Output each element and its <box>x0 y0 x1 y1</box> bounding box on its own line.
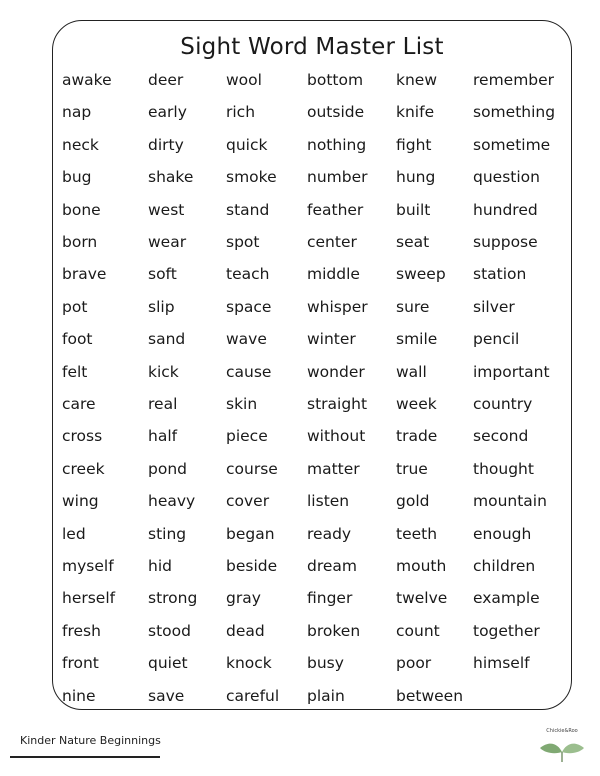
sight-word: beside <box>226 557 278 575</box>
sight-word: early <box>148 103 187 122</box>
sight-word: ready <box>307 524 352 543</box>
sight-word: sand <box>148 330 186 349</box>
sight-word: between <box>396 686 464 705</box>
footer-underline <box>10 756 160 758</box>
sight-word: dirty <box>148 135 184 154</box>
sight-word: straight <box>307 395 368 413</box>
sight-word: sometime <box>473 135 551 154</box>
sight-word: number <box>307 168 368 187</box>
sight-word: finger <box>307 589 353 608</box>
sight-word: seat <box>396 233 430 251</box>
logo-text: Chickie&Roo <box>546 728 578 734</box>
sight-word: led <box>62 524 86 543</box>
sight-word: slip <box>148 297 175 316</box>
sight-word: cross <box>62 427 103 446</box>
sight-word: save <box>148 686 185 705</box>
sight-word: matter <box>307 459 360 478</box>
sight-word: strong <box>148 589 198 608</box>
sight-word: stand <box>226 200 270 219</box>
sight-word: wool <box>226 71 262 89</box>
sight-word: busy <box>307 654 344 673</box>
sight-word: wave <box>226 330 267 349</box>
sight-word: west <box>148 200 185 219</box>
sight-word: felt <box>62 362 88 381</box>
sight-word: cover <box>226 492 270 511</box>
sight-word: pot <box>62 297 88 316</box>
sight-word: remember <box>473 71 555 89</box>
sight-word: example <box>473 589 540 608</box>
sight-word: himself <box>473 654 530 673</box>
sight-word: awake <box>62 71 112 89</box>
sight-word: heavy <box>148 492 196 511</box>
sight-word: smoke <box>226 168 277 187</box>
sight-word: skin <box>226 395 258 413</box>
sight-word: fight <box>396 135 432 154</box>
sight-word: course <box>226 459 278 478</box>
sight-word: pond <box>148 459 187 478</box>
sight-word: silver <box>473 297 515 316</box>
sight-word: poor <box>396 654 432 673</box>
sight-word: real <box>148 395 178 413</box>
sight-word: piece <box>226 427 268 446</box>
sight-word: nap <box>62 103 92 122</box>
sight-word: gray <box>226 589 261 608</box>
sight-word: sweep <box>396 265 446 284</box>
sight-word: quiet <box>148 654 188 673</box>
page-title: Sight Word Master List <box>180 34 444 60</box>
sight-word: cause <box>226 362 272 381</box>
sight-word: true <box>396 459 428 478</box>
sight-word: kick <box>148 362 179 381</box>
sight-word: brave <box>62 265 107 284</box>
sight-word: important <box>473 362 550 381</box>
sight-word: mountain <box>473 492 547 511</box>
sight-word: care <box>62 395 96 413</box>
sight-word: fresh <box>62 621 101 640</box>
sight-word: plain <box>307 686 345 705</box>
sight-word: born <box>62 233 98 251</box>
sight-word: hid <box>148 557 172 575</box>
sight-word: half <box>148 427 178 446</box>
sight-word: knock <box>226 654 272 673</box>
sight-word: children <box>473 557 536 575</box>
sight-word: wall <box>396 362 427 381</box>
sight-word: broken <box>307 621 361 640</box>
sight-word: whisper <box>307 297 368 316</box>
sight-word: herself <box>62 589 116 608</box>
sight-word: bottom <box>307 71 364 89</box>
sight-word: teeth <box>396 524 438 543</box>
sight-word: gold <box>396 492 430 511</box>
sight-word: knife <box>396 103 435 122</box>
sight-word: sure <box>396 297 430 316</box>
sight-word: listen <box>307 492 350 511</box>
sight-word: front <box>62 654 99 673</box>
sight-word: winter <box>307 330 356 349</box>
sight-word: hung <box>396 168 436 187</box>
sight-word: thought <box>473 459 534 478</box>
sight-word: dream <box>307 557 358 575</box>
sight-word: wing <box>62 492 99 511</box>
sight-word: shake <box>148 168 194 187</box>
sight-word: station <box>473 265 527 284</box>
sight-word: enough <box>473 524 532 543</box>
sight-word: rich <box>226 103 256 122</box>
sight-word: nine <box>62 686 96 705</box>
sight-word: bug <box>62 168 92 187</box>
sight-word: second <box>473 427 529 446</box>
sight-word: hundred <box>473 200 538 219</box>
sight-word: dead <box>226 621 265 640</box>
sight-word: suppose <box>473 233 538 251</box>
sight-word: built <box>396 200 431 219</box>
sight-word: space <box>226 297 272 316</box>
sight-word: creek <box>62 459 105 478</box>
sight-word: spot <box>226 233 260 251</box>
sight-word: mouth <box>396 557 447 575</box>
sight-word: twelve <box>396 589 448 608</box>
sight-word: without <box>307 427 366 446</box>
sight-word: began <box>226 524 275 543</box>
sight-word: wear <box>148 233 187 251</box>
sight-word: soft <box>148 265 177 284</box>
sight-word: neck <box>62 135 99 154</box>
sight-word: smile <box>396 330 438 349</box>
sight-word: careful <box>226 686 280 705</box>
sight-word: bone <box>62 200 101 219</box>
sight-word: together <box>473 621 540 640</box>
sight-word: week <box>396 395 437 413</box>
sight-word: foot <box>62 330 93 349</box>
sight-word: middle <box>307 265 360 284</box>
sight-word: question <box>473 168 540 187</box>
sight-word: trade <box>396 427 438 446</box>
sight-word: stood <box>148 621 191 640</box>
sight-word: count <box>396 621 440 640</box>
sight-word: knew <box>396 71 438 89</box>
sight-word: nothing <box>307 135 367 154</box>
brand-name: Kinder Nature Beginnings <box>20 734 161 747</box>
sight-word: something <box>473 103 556 122</box>
sight-word: deer <box>148 71 184 89</box>
sight-word: pencil <box>473 330 520 349</box>
sight-word: myself <box>62 557 114 575</box>
sight-word: country <box>473 395 533 413</box>
sight-word: feather <box>307 200 364 219</box>
sight-word: wonder <box>307 362 365 381</box>
sight-word: sting <box>148 524 187 543</box>
sight-word: teach <box>226 265 270 284</box>
sight-word: center <box>307 233 357 251</box>
logo <box>536 728 588 764</box>
sight-word: quick <box>226 135 268 154</box>
sight-word: outside <box>307 103 365 122</box>
